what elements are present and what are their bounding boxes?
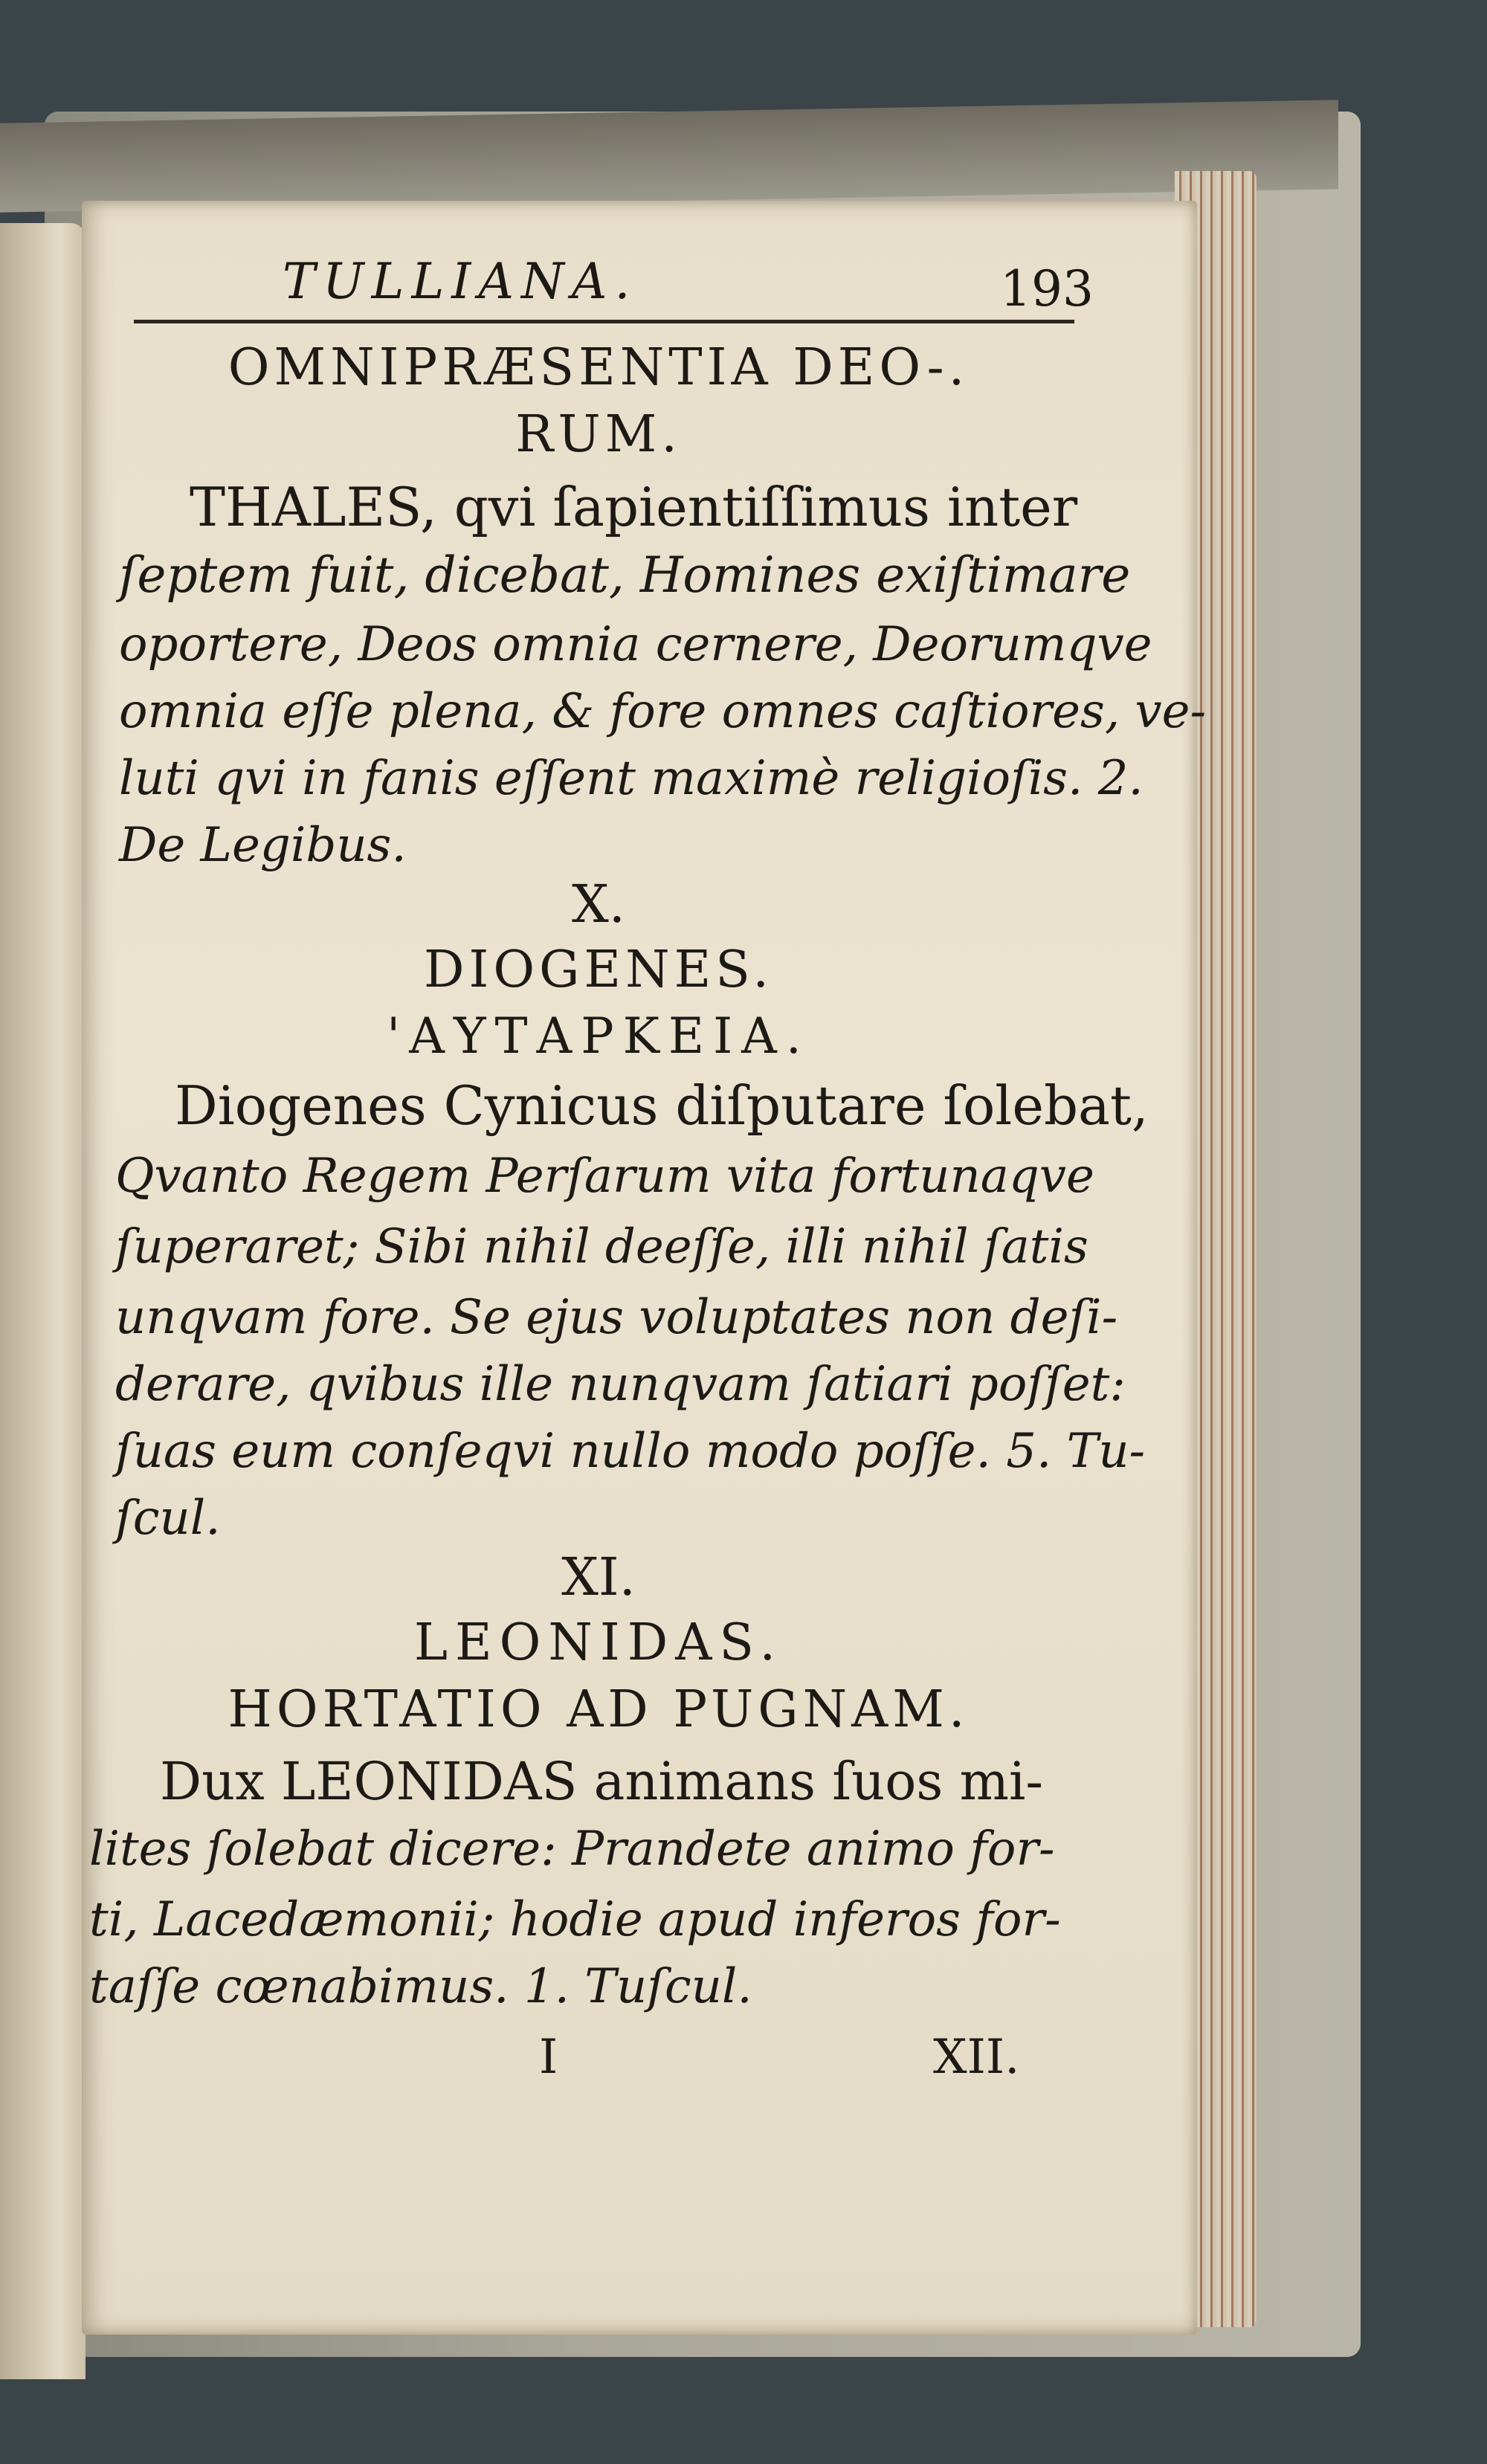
- text-line: lites ſolebat dicere: Prandete animo for-: [89, 1822, 1055, 1877]
- text-line: ſuperaret; Sibi nihil deeſſe, illi nihil ſatis: [115, 1219, 1088, 1274]
- text-line: De Legibus.: [119, 818, 407, 873]
- text-line: ſuas eum conſeqvi nullo modo poſſe. 5. Tu-: [115, 1424, 1146, 1479]
- facing-page-edge: [0, 223, 86, 2379]
- text-line: derare, qvibus ille nunqvam ſatiari poſſet:: [115, 1357, 1126, 1412]
- catchword: XII.: [933, 2030, 1020, 2085]
- text-line: omnia eſſe plena, & fore omnes caſtiores, ve-: [119, 684, 1207, 739]
- text-line: taſſe cœnabimus. 1. Tuſcul.: [89, 1959, 752, 2014]
- section-title: OMNIPRÆSENTIA DEO-.: [228, 338, 970, 397]
- text-line: ſcul.: [115, 1491, 221, 1546]
- text-line: Diogenes Cynicus diſputare ſolebat,: [175, 1074, 1149, 1137]
- text-line: Dux LEONIDAS animans ſuos mi-: [160, 1751, 1043, 1812]
- text-line: Qvanto Regem Perſarum vita fortunaqve: [115, 1149, 1094, 1204]
- section-subtitle: HORTATIO AD PUGNAM.: [228, 1680, 970, 1739]
- text-line: luti qvi in fanis eſſent maximè religioſis. 2.: [119, 751, 1144, 806]
- signature-mark: I: [539, 2030, 558, 2085]
- page-number: 193: [1000, 260, 1094, 317]
- section-title-cont: RUM.: [515, 405, 682, 464]
- section-greek-title: 'ΑΥΤΑΡΚΕΙΑ.: [387, 1007, 810, 1065]
- section-numeral: XI.: [561, 1547, 636, 1607]
- text-line: THALES, qvi ſapientiſſimus inter: [190, 476, 1078, 538]
- text-line: unqvam fore. Se ejus voluptates non deſi-: [115, 1290, 1118, 1345]
- text-line: ſeptem fuit, dicebat, Homines exiſtimare: [119, 546, 1131, 604]
- head-rule: [134, 320, 1074, 323]
- text-line: ti, Lacedæmonii; hodie apud inferos for-: [89, 1892, 1061, 1947]
- running-head: TULLIANA.: [283, 253, 638, 310]
- section-numeral: X.: [571, 874, 626, 935]
- text-line: oportere, Deos omnia cernere, Deorumqve: [119, 617, 1152, 672]
- section-name: DIOGENES.: [423, 941, 773, 999]
- section-name: LEONIDAS.: [413, 1613, 784, 1672]
